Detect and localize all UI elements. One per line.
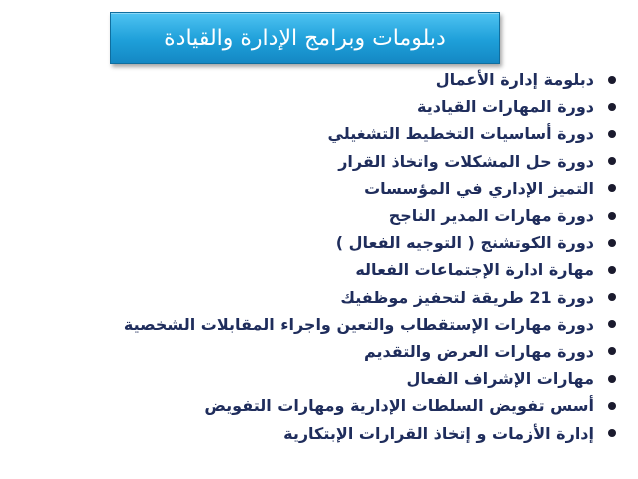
list-item: [16, 148, 616, 175]
bullet-icon: [608, 239, 616, 247]
bullet-icon: [608, 103, 616, 111]
list-item: [16, 284, 616, 311]
list-item-text: دورة مهارات العرض والتقديم: [363, 341, 594, 361]
list-item-text: دورة المهارات القيادية: [417, 97, 594, 117]
list-item-text: أسس تفويض السلطات الإدارية ومهارات التفويض: [204, 396, 594, 416]
list-item-text: التميز الإداري في المؤسسات: [364, 178, 594, 198]
bullet-icon: [608, 76, 616, 84]
list-item-text: دورة 21 طريقة لتحفيز موظفيك: [340, 287, 594, 307]
bullet-icon: [608, 130, 616, 138]
bullet-icon: [608, 157, 616, 165]
bullet-icon: [608, 320, 616, 328]
list-item-text: دبلومة إدارة الأعمال: [435, 70, 594, 90]
list-item-text: مهارة ادارة الإجتماعات الفعاله: [355, 260, 594, 280]
slide-title: دبلومات وبرامج الإدارة والقيادة: [164, 25, 446, 51]
list-item: [16, 365, 616, 392]
list-item: [16, 93, 616, 120]
list-item-text: إدارة الأزمات و إتخاذ القرارات الإبتكارية: [283, 423, 594, 443]
bullet-icon: [608, 375, 616, 383]
list-item: [16, 419, 616, 446]
bullet-icon: [608, 266, 616, 274]
list-item-text: دورة حل المشكلات واتخاذ القرار: [338, 151, 594, 171]
list-item: [16, 311, 616, 338]
bullet-icon: [608, 212, 616, 220]
course-list: [16, 66, 616, 447]
list-item-text: دورة مهارات الإستقطاب والتعين واجراء المقابلات الشخصية: [123, 314, 594, 334]
list-item: [16, 175, 616, 202]
bullet-icon: [608, 184, 616, 192]
list-item: [16, 229, 616, 256]
list-item-text: مهارات الإشراف الفعال: [406, 369, 594, 389]
list-item-text: دورة أساسيات التخطيط التشغيلي: [327, 124, 594, 144]
list-item: [16, 120, 616, 147]
list-item-text: دورة الكوتشنج ( التوجيه الفعال ): [335, 233, 594, 253]
list-item: [16, 338, 616, 365]
list-item-text: دورة مهارات المدير الناجح: [388, 206, 594, 226]
bullet-icon: [608, 293, 616, 301]
bullet-icon: [608, 429, 616, 437]
bullet-icon: [608, 402, 616, 410]
list-item: [16, 256, 616, 283]
list-item: [16, 66, 616, 93]
list-item: [16, 202, 616, 229]
title-banner: [110, 12, 500, 64]
list-item: [16, 392, 616, 419]
bullet-icon: [608, 347, 616, 355]
